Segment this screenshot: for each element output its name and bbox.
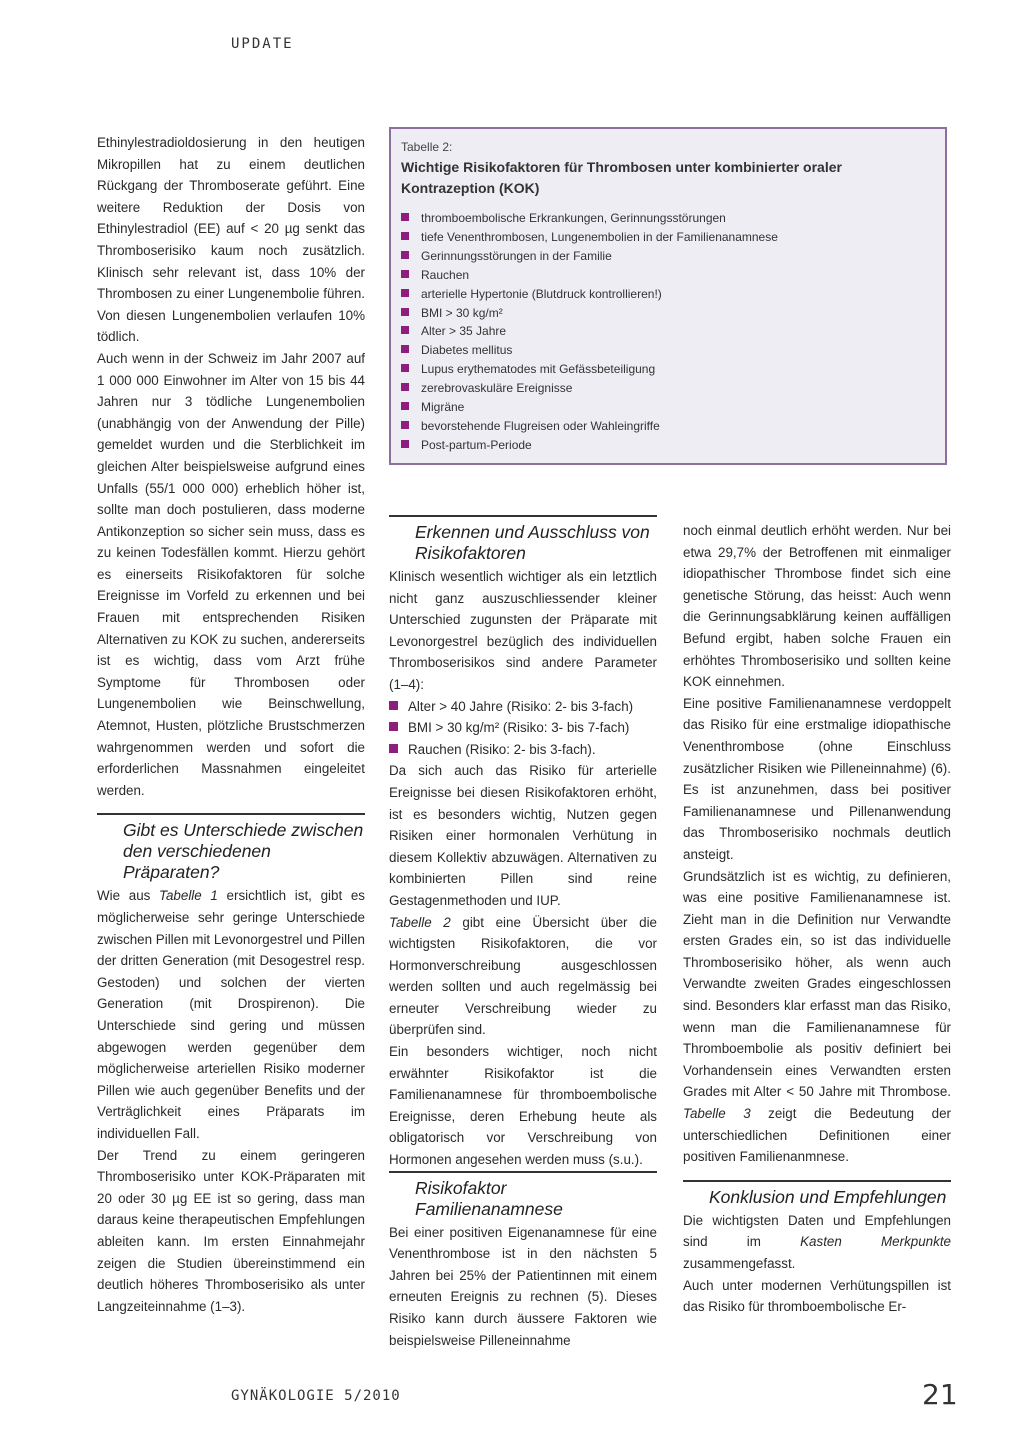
section-heading: Risikofaktor Familienanamnese [389, 1171, 657, 1220]
square-bullet-icon [401, 402, 409, 410]
square-bullet-icon [401, 440, 409, 448]
list-item: arterielle Hypertonie (Blutdruck kontrollieren!) [401, 285, 935, 304]
paragraph: Eine positive Familienanamnese verdoppelt das Risiko für eine erstmalige idiopathische Venenthrombose (ohne Einschluss zusätzlicher Risiken wie Pilleneinnahme) (6). Es ist anzunehmen, dass bei positiver Familienanamnese und Pillenanwendung das Thromboserisiko nochmals deutlich ansteigt. [683, 695, 951, 862]
square-bullet-icon [401, 364, 409, 372]
paragraph: Grundsätzlich ist es wichtig, zu definieren, was eine positive Familienanamnese ist. Zieht man in die Definition nur Verwandte ersten Grades ein, so ist das individuelle Thromboserisiko höher, als wenn auch Verwandte zweiten Grades eingeschlossen sind. Besonders klar erfasst man das Risiko, wenn man die Familienanamnese für Thromboembolie als positiv definiert bei Vorhandensein eines Verwandten ersten Grades mit Alter < 50 Jahre mit Thrombose. Tabelle 3 zeigt die Bedeutung der unterschiedlichen Definitionen einer positiven Familienanmnese. [683, 868, 951, 1165]
list-item: Diabetes mellitus [401, 341, 935, 360]
square-bullet-icon [401, 383, 409, 391]
page-number: 21 [922, 1378, 958, 1411]
list-item: Rauchen [401, 266, 935, 285]
list-item: zerebrovaskuläre Ereignisse [401, 379, 935, 398]
paragraph: Wie aus Tabelle 1 ersichtlich ist, gibt es möglicherweise sehr geringe Unterschiede zwischen Pillen mit Levonorgestrel und Pillen der dritten Generation (mit Desogestrel resp. Gestoden) und solchen der vierten Generation (mit Drospirenon). Die Unterschiede sind gering und müssen abgewogen werden gegenüber dem möglicherweise arteriellen Risiko moderner Pillen wie auch gegenüber Benefits und der Verträglichkeit eines Präparats im individuellen Fall. [97, 888, 365, 1141]
paragraph: Auch unter modernen Verhütungspillen ist das Risiko für thromboembolische Er- [683, 1277, 951, 1315]
paragraph: noch einmal deutlich erhöht werden. Nur bei etwa 29,7% der Betroffenen mit einmaliger idiopathischer Thrombose findet sich eine genetische Störung, das heisst: Auch wenn die Gerinnungsabklärung keinen auffälligen Befund ergibt, haben solche Frauen ein erhöhtes Thromboserisiko und sollten keine KOK einnehmen. [683, 523, 951, 690]
square-bullet-icon [389, 744, 398, 753]
table-title: Wichtige Risikofaktoren für Thrombosen unter kombinierter oraler Kontrazeption (KOK) [401, 159, 842, 196]
section-heading: Erkennen und Ausschluss von Risikofaktoren [389, 515, 657, 564]
section-label: UPDATE [231, 36, 294, 52]
paragraph: Die wichtigsten Daten und Empfehlungen sind im Kasten Merkpunkte zusammengefasst. [683, 1212, 951, 1271]
square-bullet-icon [401, 270, 409, 278]
box-reference: Kasten Merkpunkte [800, 1234, 951, 1250]
list-item: Lupus erythematodes mit Gefässbeteiligung [401, 360, 935, 379]
list-item: BMI > 30 kg/m² (Risiko: 3- bis 7-fach) [389, 717, 657, 739]
square-bullet-icon [401, 421, 409, 429]
list-item: Alter > 40 Jahre (Risiko: 2- bis 3-fach) [389, 696, 657, 718]
list-item: Post-partum-Periode [401, 436, 935, 455]
section-heading: Konklusion und Empfehlungen [683, 1180, 951, 1208]
list-item: tiefe Venenthrombosen, Lungenembolien in der Familienanamnese [401, 228, 935, 247]
paragraph: Auch wenn in der Schweiz im Jahr 2007 auf 1 000 000 Einwohner im Alter von 15 bis 44 Jahren nur 3 tödliche Lungenembolien (unabhängig von der Anwendung der Pille) gemeldet wurden und die Sterblichkeit im gleichen Alter beispielsweise aufgrund eines Unfalls (55/1 000 000) erheblich höher ist, sollte man doch postulieren, dass moderne Antikonzeption so sicher sein muss, dass es zu keinen Todesfällen kommt. Hierzu gehört es einerseits Risikofaktoren für solche Ereignisse im Vorfeld zu erkennen und bei Frauen mit entsprechenden Risiken Alternativen zu KOK zu suchen, andererseits ist es wichtig, dass vom Arzt frühe Symptome für Thrombosen oder Lungenembolien wie Beinschwellung, Atemnot, Husten, plötzliche Brustschmerzen wahrgenommen werden und sofort die erforderlichen Massnahmen eingeleitet werden. [97, 350, 365, 798]
square-bullet-icon [401, 213, 409, 221]
column-3 [683, 520, 951, 1318]
column-2 [389, 515, 657, 1351]
paragraph: Klinisch wesentlich wichtiger als ein letztlich nicht ganz auszuschliessender kleiner Unterschied zugunsten der Präparate mit Levonorgestrel bezüglich des individuellen Thromboserisikos sind andere Parameter (1–4): [389, 569, 657, 692]
square-bullet-icon [401, 345, 409, 353]
paragraph: Bei einer positiven Eigenanamnese für eine Venenthrombose ist in den nächsten 5 Jahren bei 25% der Patientinnen mit einem erneuten Ereignis zu rechnen (5). Dieses Risiko kann durch äussere Faktoren wie beispielsweise Pilleneinnahme [389, 1224, 657, 1348]
paragraph: Tabelle 2 gibt eine Übersicht über die wichtigsten Risikofaktoren, die vor Hormonverschreibung ausgeschlossen werden sollten und auch regelmässig bei erneuter Verschreibung wieder zu überprüfen sind. [389, 914, 657, 1038]
list-item: Rauchen (Risiko: 2- bis 3-fach). [389, 739, 657, 761]
paragraph: Da sich auch das Risiko für arterielle Ereignisse bei diesen Risikofaktoren erhöht, ist es besonders wichtig, Nutzen gegen Risiken einer hormonalen Verhütung in diesem Kollektiv abzuwägen. Alternativen zu kombinierten Pillen sind reine Gestagenmethoden und IUP. [389, 763, 657, 908]
table-reference: Tabelle 3 [683, 1106, 751, 1122]
column-1 [97, 132, 365, 1317]
table-items [401, 209, 935, 455]
square-bullet-icon [401, 308, 409, 316]
square-bullet-icon [401, 232, 409, 240]
list-item: Alter > 35 Jahre [401, 322, 935, 341]
square-bullet-icon [389, 701, 398, 710]
section-heading: Gibt es Unterschiede zwischen den verschiedenen Präparaten? [97, 813, 365, 883]
list-item: bevorstehende Flugreisen oder Wahleingriffe [401, 417, 935, 436]
risk-factor-table [389, 127, 947, 465]
list-item: thromboembolische Erkrankungen, Gerinnungsstörungen [401, 209, 935, 228]
square-bullet-icon [389, 722, 398, 731]
table-label: Tabelle 2: [401, 140, 453, 154]
square-bullet-icon [401, 289, 409, 297]
table-reference: Tabelle 1 [159, 888, 218, 904]
list-item: Gerinnungsstörungen in der Familie [401, 247, 935, 266]
table-reference: Tabelle 2 [389, 914, 451, 930]
square-bullet-icon [401, 326, 409, 334]
paragraph: Ein besonders wichtiger, noch nicht erwähnter Risikofaktor ist die Familienanamnese für thromboembolische Ereignisse, deren Erhebung heute als obligatorisch vor Verschreibung von Hormonen angesehen werden muss (s.u.). [389, 1044, 657, 1168]
list-item: Migräne [401, 398, 935, 417]
square-bullet-icon [401, 251, 409, 259]
journal-issue: GYNÄKOLOGIE 5/2010 [231, 1388, 401, 1404]
list-item: BMI > 30 kg/m² [401, 304, 935, 323]
paragraph: Ethinylestradioldosierung in den heutigen Mikropillen hat zu einem deutlichen Rückgang der Thromboserate geführt. Eine weitere Reduktion der Dosis von Ethinylestradiol (EE) auf < 20 µg senkt das Thromboserisiko kaum noch zusätzlich. Klinisch sehr relevant ist, dass 10% der Thrombosen zu einer Lungenembolie führen. Von diesen Lungenembolien verlaufen 10% tödlich. [97, 135, 365, 345]
paragraph: Der Trend zu einem geringeren Thromboserisiko unter KOK-Präparaten mit 20 oder 30 µg EE ist so gering, dass man daraus keine therapeutischen Empfehlungen ableiten kann. Im ersten Einnahmejahr zeigen die Studien übereinstimmend ein deutlich höheres Thromboserisiko als unter Langzeiteinnahme (1–3). [97, 1147, 365, 1314]
